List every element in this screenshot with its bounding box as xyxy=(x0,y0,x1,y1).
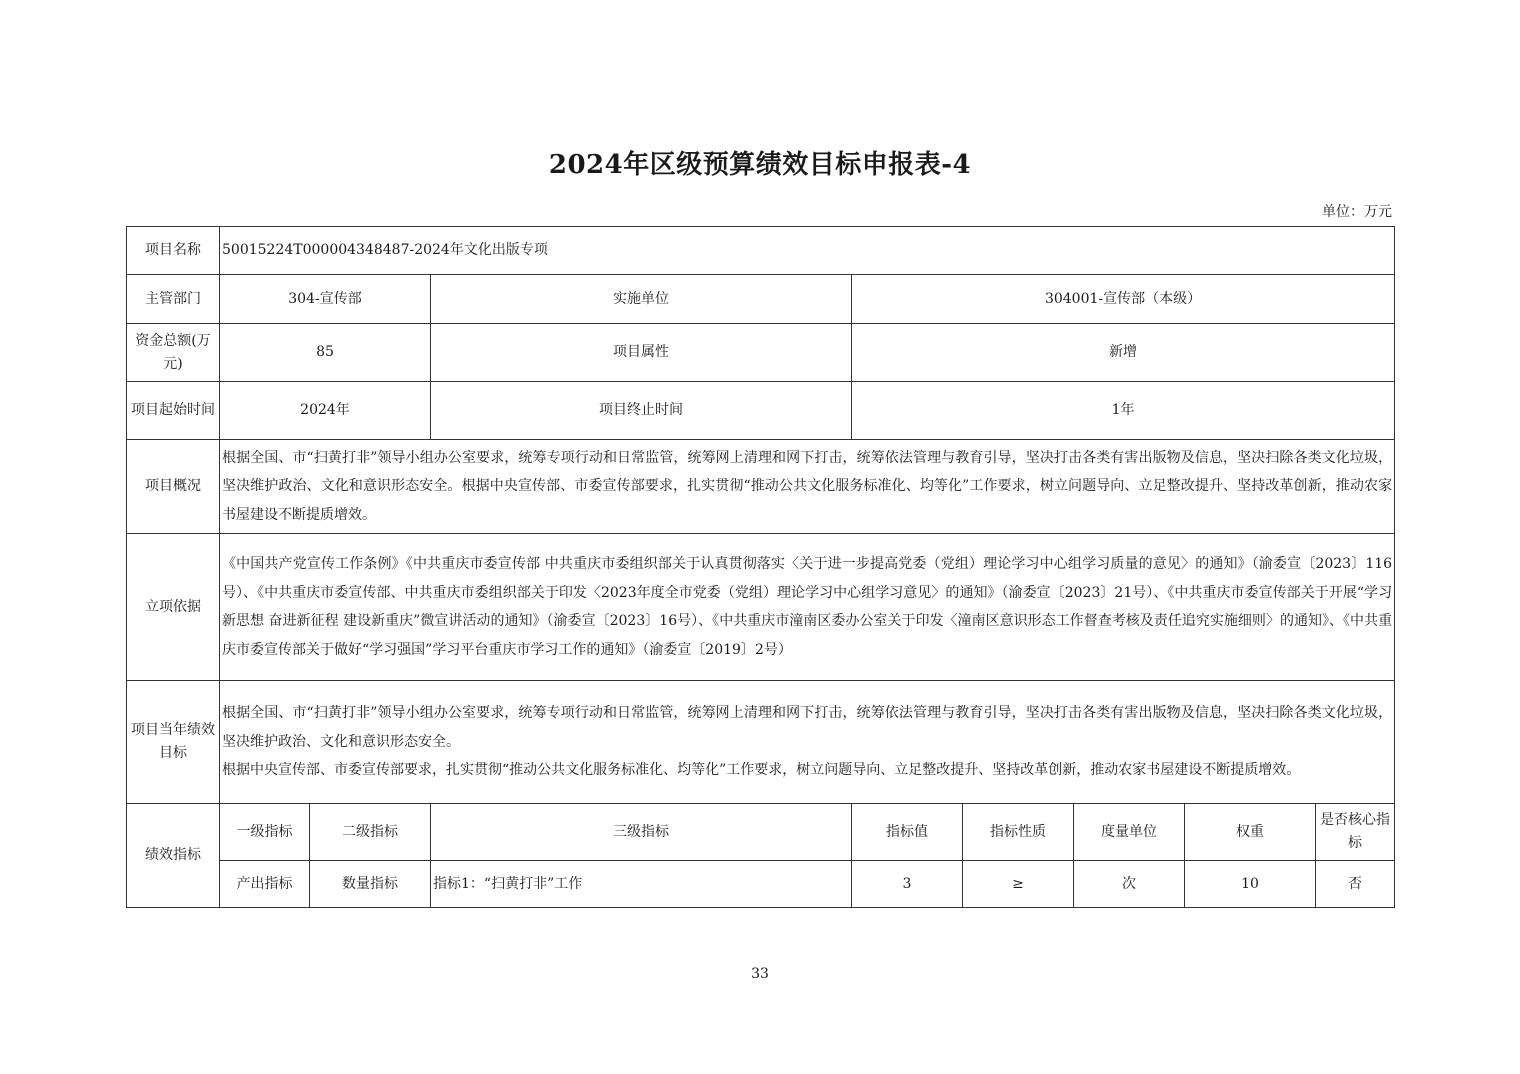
annual-goal-paragraph-1: 根据全国、市“扫黄打非”领导小组办公室要求，统筹专项行动和日常监管，统筹网上清理和网下打击，统筹依法管理与教育引导，坚决打击各类有害出版物及信息，坚决扫除各类文化垃圾，坚决维护政治、文化和意识形态安全。 xyxy=(222,705,1393,750)
page-number: 33 xyxy=(751,966,769,982)
row-department xyxy=(127,275,1395,324)
project-name-value: 50015224T000004348487-2024年文化出版专项 xyxy=(220,227,1395,275)
annual-goal-text xyxy=(220,681,1395,804)
row-nature: ≥ xyxy=(963,861,1074,908)
table-row xyxy=(127,861,1395,908)
implementing-unit-value: 304001-宣传部（本级） xyxy=(852,275,1395,324)
start-time-value: 2024年 xyxy=(220,382,431,440)
header-level1: 一级指标 xyxy=(220,804,310,861)
header-value: 指标值 xyxy=(852,804,963,861)
project-name-label: 项目名称 xyxy=(127,227,220,275)
row-level1: 产出指标 xyxy=(220,861,310,908)
department-value: 304-宣传部 xyxy=(220,275,431,324)
annual-goal-label: 项目当年绩效目标 xyxy=(127,681,220,804)
basis-label: 立项依据 xyxy=(127,534,220,681)
performance-header-row xyxy=(127,804,1395,861)
project-attribute-label: 项目属性 xyxy=(431,324,852,382)
start-time-label: 项目起始时间 xyxy=(127,382,220,440)
budget-performance-form xyxy=(126,226,1395,908)
header-unit: 度量单位 xyxy=(1074,804,1185,861)
header-nature: 指标性质 xyxy=(963,804,1074,861)
end-time-label: 项目终止时间 xyxy=(431,382,852,440)
header-level2: 二级指标 xyxy=(310,804,431,861)
row-annual-goal xyxy=(127,681,1395,804)
row-core: 否 xyxy=(1316,861,1395,908)
unit-label: 单位：万元 xyxy=(1322,204,1392,220)
row-overview xyxy=(127,440,1395,534)
row-project-name xyxy=(127,227,1395,275)
overview-text: 根据全国、市“扫黄打非”领导小组办公室要求，统筹专项行动和日常监管，统筹网上清理和网下打击，统筹依法管理与教育引导，坚决打击各类有害出版物及信息，坚决扫除各类文化垃圾，坚决维护政治、文化和意识形态安全。根据中央宣传部、市委宣传部要求，扎实贯彻“推动公共文化服务标准化、均等化”工作要求，树立问题导向、立足整改提升、坚持改革创新，推动农家书屋建设不断提质增效。 xyxy=(220,440,1395,534)
header-core: 是否核心指标 xyxy=(1316,804,1395,861)
row-value: 3 xyxy=(852,861,963,908)
project-attribute-value: 新增 xyxy=(852,324,1395,382)
page-title: 2024年区级预算绩效目标申报表-4 xyxy=(548,150,972,180)
implementing-unit-label: 实施单位 xyxy=(431,275,852,324)
performance-indicators-label: 绩效指标 xyxy=(127,804,220,908)
row-timeframe xyxy=(127,382,1395,440)
total-funds-label: 资金总额(万元) xyxy=(127,324,220,382)
annual-goal-paragraph-2: 根据中央宣传部、市委宣传部要求，扎实贯彻“推动公共文化服务标准化、均等化”工作要求，树立问题导向、立足整改提升、坚持改革创新，推动农家书屋建设不断提质增效。 xyxy=(222,762,1301,779)
overview-label: 项目概况 xyxy=(127,440,220,534)
row-level3: 指标1：“扫黄打非”工作 xyxy=(431,861,852,908)
header-weight: 权重 xyxy=(1185,804,1316,861)
end-time-value: 1年 xyxy=(852,382,1395,440)
department-label: 主管部门 xyxy=(127,275,220,324)
header-level3: 三级指标 xyxy=(431,804,852,861)
row-funding xyxy=(127,324,1395,382)
total-funds-value: 85 xyxy=(220,324,431,382)
row-unit: 次 xyxy=(1074,861,1185,908)
row-basis xyxy=(127,534,1395,681)
basis-text: 《中国共产党宣传工作条例》《中共重庆市委宣传部 中共重庆市委组织部关于认真贯彻落实〈关于进一步提高党委（党组）理论学习中心组学习质量的意见〉的通知》（渝委宣〔2023〕116号）、《中共重庆市委宣传部、中共重庆市委组织部关于印发〈2023年度全市党委（党组）理论学习中心组学习意见〉的通知》（渝委宣〔2023〕21号）、《中共重庆市委宣传部关于开展“学习新思想 奋进新征程 建设新重庆”微宣讲活动的通知》（渝委宣〔2023〕16号）、《中共重庆市潼南区委办公室关于印发〈潼南区意识形态工作督查考核及责任追究实施细则〉的通知》、《中共重庆市委宣传部关于做好“学习强国”学习平台重庆市学习工作的通知》（渝委宣〔2019〕2号） xyxy=(220,534,1395,681)
row-weight: 10 xyxy=(1185,861,1316,908)
row-level2: 数量指标 xyxy=(310,861,431,908)
